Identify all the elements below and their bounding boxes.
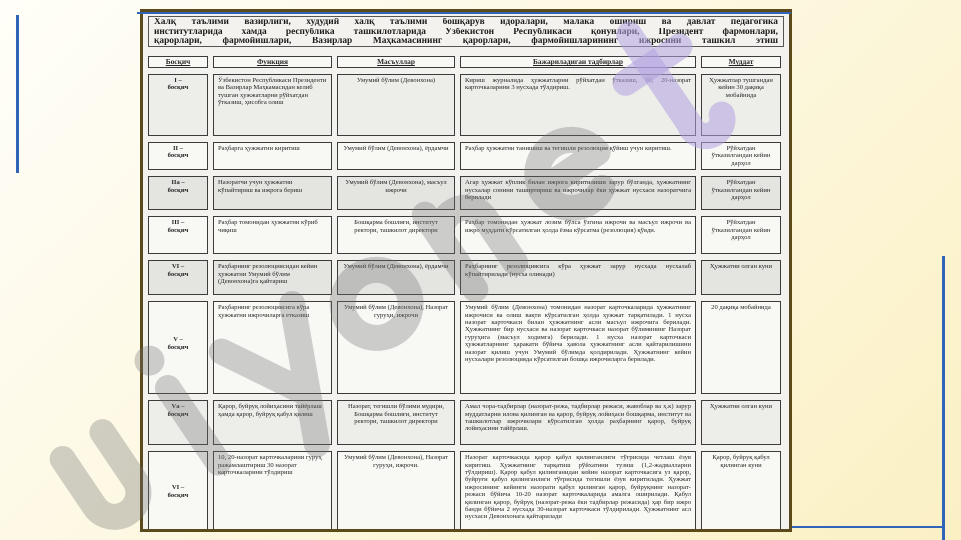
stage-number: Vа – — [171, 403, 185, 411]
table-row — [148, 176, 781, 210]
header-function: Функция — [213, 56, 332, 68]
stage-label: босқич — [167, 343, 189, 351]
deadline-cell: Ҳужжатни олган куни — [701, 400, 781, 445]
responsible-cell: Умумий бўлим (Девонхона) — [337, 74, 455, 136]
function-cell: Қарор, буйруқ лойиҳасини тайёрлаш ҳамда қарор, буйруқ қабул қилиш — [213, 400, 332, 445]
responsible-cell: Назорат, тегишли бўлими мудири, Бошқарма бошлиғи, институт ректори, ташкилот директори — [337, 400, 455, 445]
accent-line-left — [16, 15, 19, 173]
responsible-cell: Умумий бўлим (Девонхона), Назорат гуруҳи, ижрочи. — [337, 451, 455, 532]
stage-label: босқич — [167, 410, 189, 418]
stage-cell — [148, 176, 208, 210]
document-title — [148, 16, 784, 47]
title-line: Халқ таълими вазирлиги, худудий халқ таълими бошқарув идоралари, малака ошириш ва давлат педагогика — [154, 18, 778, 27]
deadline-cell: Қарор, буйруқ қабул қилинган куни — [701, 451, 781, 532]
stage-number: VI – — [171, 263, 185, 271]
stage-label: босқич — [167, 186, 189, 194]
responsible-cell: Бошқарма бошлиғи, институт ректори, ташкилот директори — [337, 216, 455, 254]
table-row — [148, 260, 781, 295]
actions-cell: Раҳбар ҳужжатни танишиш ва тегишли резолюция қўйиш учун киритиш. — [460, 142, 696, 170]
stage-number: V – — [173, 336, 183, 344]
stage-label: босқич — [167, 152, 189, 160]
actions-cell: Умумий бўлим (Девонхона) томонидан назорат карточкаларида ҳужжатнинг ижрочиси ва олиш вақти кўрсатилган ҳолда ҳужжат тарқатилади. 1 нусха назорат карточкаси билан ҳужжатнинг асли масъул ижрочига берилади. Ҳужжатнинг бир нусхаси ва назорат карточкаси назорат бўлимининг Назорат гуруҳига (масъул ходимга) берилади. 1 нусха назорат карточкаси ҳужжатларнинг ҳаракати бўйича ҳавола ҳужжатнинг асли қайтарилишини назорат қилиш учун Умумий бўлимда қолдирилади. Ҳужжатнинг кейин нусхалари резолюцияда кўрсатилган бошқа ижрочиларга берилади. — [460, 301, 696, 394]
actions-cell: Амал чора-тадбирлар (назорат-режа, тадбирлар режаси, жавоблар ва ҳ.к) зарур муддатларни илова қилинган ва қарор, буйруқ лойиҳаси бошқарма, институт ва ташкилотлар ижрочилари кўрсатилган ҳолда раҳбарнинг қарор, буйруқ лойиҳасини тайёрлаш. — [460, 400, 696, 445]
deadline-cell: Ҳужжатни олган куни — [701, 260, 781, 295]
stage-number: VI – — [171, 484, 185, 492]
responsible-cell: Умумий бўлим (Девонхона), Назорат гуруҳи, ижрочи — [337, 301, 455, 394]
stage-number: IIа – — [171, 179, 185, 187]
title-line: қарорлари, фармойишлари, Вазирлар Маҳкамасининг қарорлари, фармойишларининг ижросини ташкил этиш — [154, 37, 778, 46]
function-cell: Назоратчи учун ҳужжатни кўпайтириш ва ижрога бериш — [213, 176, 332, 210]
responsible-cell: Умумий бўлим (Девонхона), масъул ижрочи — [337, 176, 455, 210]
stage-number: III – — [171, 219, 185, 227]
deadline-cell: Рўйхатдан ўтказилгандан кейин дарҳол — [701, 176, 781, 210]
table-row — [148, 74, 781, 136]
stage-cell — [148, 451, 208, 532]
stage-label: босқич — [167, 84, 189, 92]
stage-cell — [148, 142, 208, 170]
accent-line-top — [137, 12, 791, 14]
stage-cell — [148, 216, 208, 254]
actions-cell: Кириш журналида ҳужжатларни рўйхатдан ўтказиш, 10, 20-назорат карточкаларини 3 нусхада тўлдириш. — [460, 74, 696, 136]
responsible-cell: Умумий бўлим (Девонхона), ёрдамчи — [337, 260, 455, 295]
actions-cell: Агар ҳужжат кўплик билан ижрога киритилиши зарур бўлганда, ҳужжатнинг нусхалар сонини таширтириш ва ижрочилар ёки ҳужжат нусхаси назоратчига берилади — [460, 176, 696, 210]
responsible-cell: Умумий бўлим (Девонхона), ёрдамчи — [337, 142, 455, 170]
workflow-table — [143, 50, 786, 532]
scanned-document — [140, 9, 792, 532]
stage-label: босқич — [167, 226, 189, 234]
function-cell: Ўзбекистон Республикаси Президенти ва Вазирлар Маҳкамасидан келиб тушган ҳужжатларни рўйхатдан ўтказиш, ҳисобга олиш — [213, 74, 332, 136]
function-cell: Раҳбар томонидан ҳужжатни кўриб чиқиш — [213, 216, 332, 254]
table-row — [148, 216, 781, 254]
actions-cell: Назорат карточкасида қарор қабул қилинганлиги тўғрисида четлаш ёзув киритиш. Ҳужжатнинг тарқатиш рўйхатини тузиш (1,2-жадвалларни тўлдириш). Қарор қабул қилинганидан кейин назорат карточкасига уз қарор, буйруғи қабул қилинганлиги тўғрисида тегишли ёзув киритилади. Ҳужжат ижросининг кейинги назорати қабул қилинган қарор, буйруқнинг назорат-режаси бўйича 10-20 назорат карточкаларида амалга оширилади. Қабул қилинган қарор, буйруқ (назорат-режа ёки тадбирлар режасида) ҳар бир ижро банди бўйича 2 нусхада 30-назорат карточкаси тўлдирилади. Ҳужжатнинг асл нусхаси Девонхонага қайтарилади — [460, 451, 696, 532]
accent-line-bottom — [775, 526, 943, 528]
stage-cell — [148, 260, 208, 295]
deadline-cell: Рўйхатдан ўтказилгандан кейин дарҳол — [701, 216, 781, 254]
function-cell: Раҳбарнинг резолюциясига кўра ҳужжатни ижрочиларга етказиш — [213, 301, 332, 394]
header-stage: Босқич — [148, 56, 208, 68]
table-row — [148, 142, 781, 170]
stage-number: I – — [174, 77, 182, 84]
header-responsible: Масъуллар — [337, 56, 455, 68]
stage-label: босқич — [167, 270, 189, 278]
deadline-cell: Рўйхатдан ўтказилгандан кейин дарҳол — [701, 142, 781, 170]
stage-cell — [148, 400, 208, 445]
header-deadline: Муддат — [701, 56, 781, 68]
title-line: институтларида хамда республика ташкилотларида Ўзбекистон Республикаси қонунлари, Президент фармонлари, — [154, 27, 778, 37]
actions-cell: Раҳбарнинг резолюциясига кўра ҳужжат зарур нусхада нусхалаб кўпайтирилади (нусха олинади) — [460, 260, 696, 295]
function-cell: Раҳбарнинг резолюциясидан кейин ҳужжатни Умумий бўлим (Девонхона)га қайтариш — [213, 260, 332, 295]
table-row — [148, 400, 781, 445]
header-actions: Бажариладиган тадбирлар — [460, 56, 696, 68]
stage-number: II – — [172, 145, 184, 152]
deadline-cell: Ҳужжатлар тушгандан кейин 30 дақиқа мобайнида — [701, 74, 781, 136]
table-row — [148, 451, 781, 532]
accent-line-right — [942, 256, 945, 540]
stage-cell — [148, 74, 208, 136]
function-cell: Раҳбарга ҳужжатни киритиш — [213, 142, 332, 170]
function-cell: 10, 20-назорат карточкаларини гуруҳ ражамлаштириш 30 назорат карточкаларини тўлдириш — [213, 451, 332, 532]
table-header-row — [148, 56, 781, 68]
actions-cell: Раҳбар томонидан ҳужжат лозим бўлса ўзгина ижрочи ва масъул ижрочи ва ижро муддати кўрсатилган ҳолда ёзма кўрсатма (резолюция) қўяди. — [460, 216, 696, 254]
deadline-cell: 20 дақиқа мобайнида — [701, 301, 781, 394]
stage-label: босқич — [167, 491, 189, 499]
table-row — [148, 301, 781, 394]
stage-cell — [148, 301, 208, 394]
